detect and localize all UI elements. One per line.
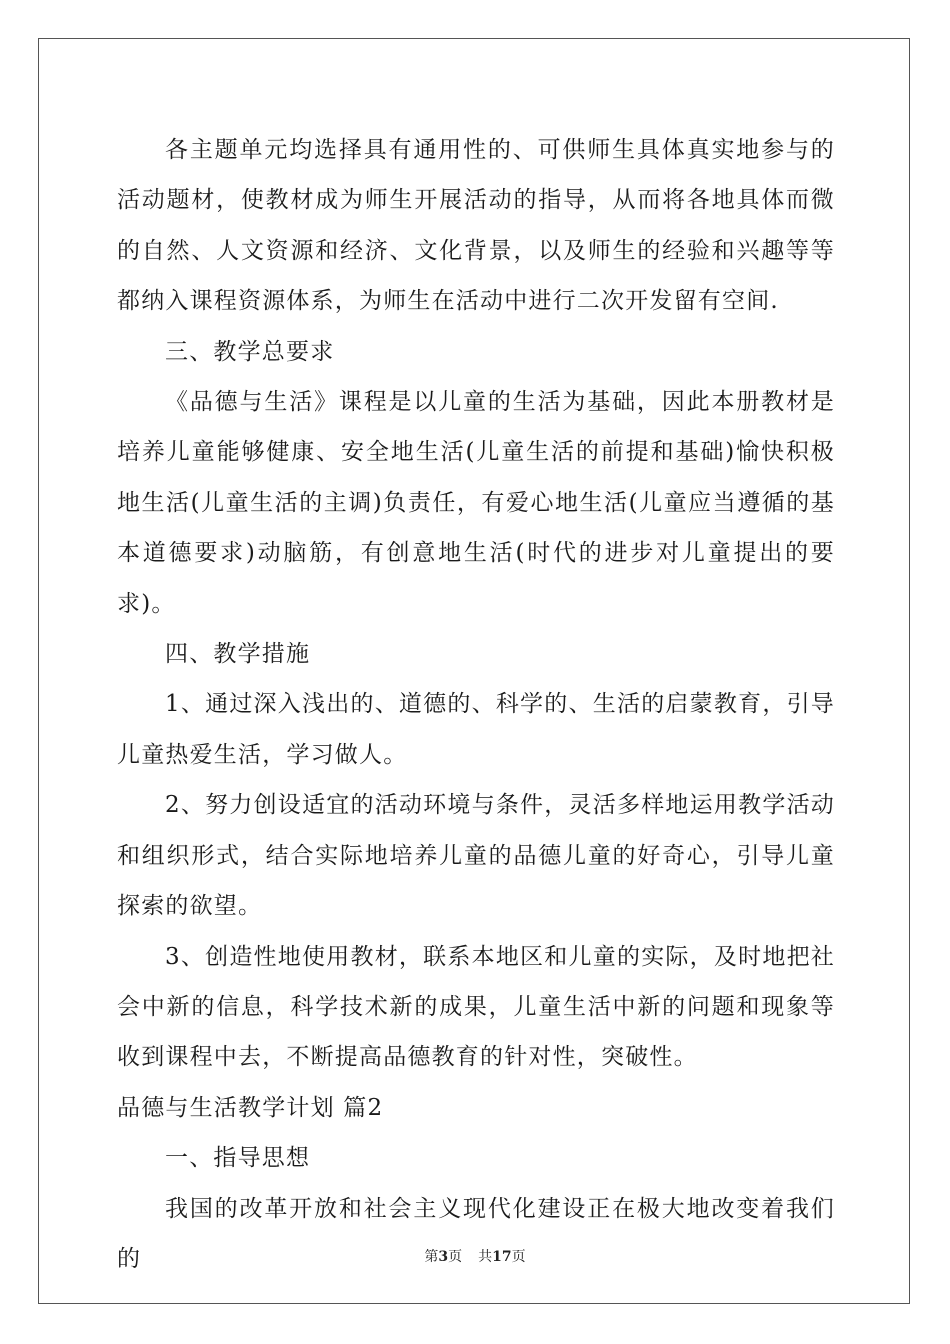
paragraph-measure-1: 1、通过深入浅出的、道德的、科学的、生活的启蒙教育，引导儿童热爱生活，学习做人。	[117, 691, 835, 768]
document-body	[117, 125, 835, 1284]
total-prefix: 共	[478, 1249, 493, 1265]
section-heading-measures: 四、教学措施	[165, 641, 311, 668]
paragraph-guiding-idea: 我国的改革开放和社会主义现代化建设正在极大地改变着我们的	[117, 1195, 835, 1272]
paragraph-unit-selection: 各主题单元均选择具有通用性的、可供师生具体真实地参与的活动题材，使教材成为师生开展活动的指导，从而将各地具体而微的自然、人文资源和经济、文化背景，以及师生的经验和兴趣等等都纳入课程资源体系，为师生在活动中进行二次开发留有空间.	[117, 137, 835, 315]
page-footer	[0, 1246, 950, 1266]
page-current-number: 3	[438, 1249, 449, 1265]
section-heading-guiding-idea: 一、指导思想	[165, 1145, 311, 1172]
page-unit: 页	[448, 1249, 463, 1265]
total-unit: 页	[511, 1249, 526, 1265]
section-heading-requirements: 三、教学总要求	[165, 338, 335, 365]
page-prefix: 第	[424, 1249, 439, 1265]
article-title-part-2: 品德与生活教学计划 篇2	[117, 1094, 384, 1121]
paragraph-measure-2: 2、努力创设适宜的活动环境与条件，灵活多样地运用教学活动和组织形式，结合实际地培养儿童的品德儿童的好奇心，引导儿童探索的欲望。	[117, 792, 835, 920]
paragraph-measure-3: 3、创造性地使用教材，联系本地区和儿童的实际，及时地把社会中新的信息，科学技术新的成果，儿童生活中新的问题和现象等收到课程中去，不断提高品德教育的针对性，突破性。	[117, 943, 835, 1071]
page-total-number: 17	[492, 1249, 512, 1265]
paragraph-course-basis: 《品德与生活》课程是以儿童的生活为基础，因此本册教材是培养儿童能够健康、安全地生活(儿童生活的前提和基础)愉快积极地生活(儿童生活的主调)负责任，有爱心地生活(儿童应当遵循的基本道德要求)动脑筋，有创意地生活(时代的进步对儿童提出的要求)。	[117, 389, 835, 617]
